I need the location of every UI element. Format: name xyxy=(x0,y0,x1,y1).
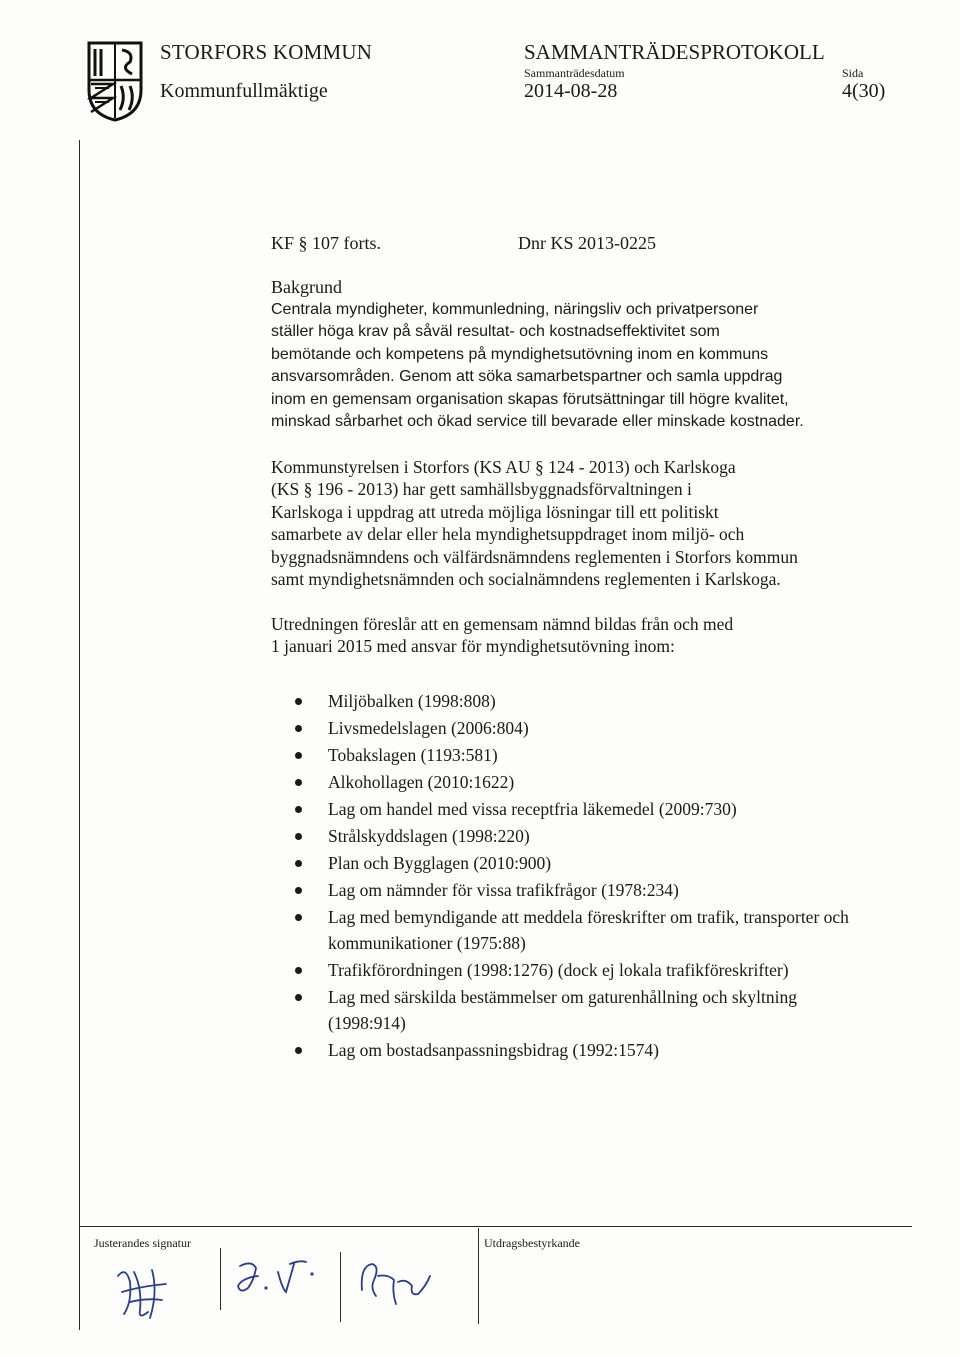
law-list-item: Livsmedelslagen (2006:804) xyxy=(271,715,921,741)
page-number-label: Sida xyxy=(842,66,864,80)
law-list-item: Miljöbalken (1998:808) xyxy=(271,688,921,714)
organization-name: STORFORS KOMMUN xyxy=(160,40,373,64)
extract-certification-label: Utdragsbestyrkande xyxy=(484,1236,580,1250)
section-heading: Bakgrund xyxy=(271,277,342,297)
paragraph-line: samarbete av delar eller hela myndighetsuppdraget inom miljö- och xyxy=(271,524,745,544)
document-body xyxy=(271,232,921,1064)
footer-divider xyxy=(478,1228,479,1324)
assignment-paragraph xyxy=(271,456,921,591)
bullet-icon xyxy=(295,833,302,840)
bullet-icon xyxy=(295,1047,302,1054)
law-list-item: Tobakslagen (1193:581) xyxy=(271,742,921,768)
organization-department: Kommunfullmäktige xyxy=(160,80,328,102)
section-reference-row xyxy=(271,232,921,258)
margin-rule xyxy=(79,140,80,1330)
background-paragraph xyxy=(271,299,921,434)
proposal-paragraph xyxy=(271,613,921,658)
footer-rule xyxy=(80,1226,912,1227)
paragraph-line: minskad sårbarhet och ökad service till bevarade eller minskade kostnader. xyxy=(271,413,804,430)
law-list xyxy=(271,688,921,1063)
bullet-icon xyxy=(295,698,302,705)
page-number-value: 4(30) xyxy=(842,80,886,102)
paragraph-line: samt myndighetsnämnden och socialnämndens reglementen i Karlskoga. xyxy=(271,569,781,589)
section-reference: KF § 107 forts. xyxy=(271,233,382,253)
law-list-item: Lag om nämnder för vissa trafikfrågor (1978:234) xyxy=(271,877,921,903)
paragraph-line: Utredningen föreslår att en gemensam nämnd bildas från och med xyxy=(271,613,734,634)
paragraph-line: bemötande och kompetens på myndighetsutövning inom en kommuns xyxy=(271,345,769,363)
law-list-item: Lag om bostadsanpassningsbidrag (1992:1574) xyxy=(271,1037,921,1063)
law-list-item: Alkohollagen (2010:1622) xyxy=(271,769,921,795)
law-list-item: Lag om handel med vissa receptfria läkemedel (2009:730) xyxy=(271,796,921,822)
paragraph-line: inom en gemensam organisation skapas förutsättningar till högre kvalitet, xyxy=(271,390,789,408)
paragraph-line: Kommunstyrelsen i Storfors (KS AU § 124 - 2013) och Karlskoga xyxy=(271,456,736,477)
paragraph-line: Karlskoga i uppdrag att utreda möjliga lösningar till ett politiskt xyxy=(271,501,719,522)
meeting-date-label: Sammanträdesdatum xyxy=(524,66,625,80)
bullet-icon xyxy=(295,860,302,867)
bullet-icon xyxy=(295,779,302,786)
paragraph-line: ansvarsområden. Genom att söka samarbetspartner och samla uppdrag xyxy=(271,368,783,385)
signature-label: Justerandes signatur xyxy=(94,1236,191,1250)
law-list-item: Plan och Bygglagen (2010:900) xyxy=(271,850,921,876)
bullet-icon xyxy=(295,752,302,759)
paragraph-line: (KS § 196 - 2013) har gett samhällsbyggnadsförvaltningen i xyxy=(271,479,692,499)
law-list-item: Trafikförordningen (1998:1276) (dock ej lokala trafikföreskrifter) xyxy=(271,957,921,983)
handwritten-initials-icon xyxy=(232,1254,326,1302)
bullet-icon xyxy=(295,994,302,1001)
paragraph-line: byggnadsnämndens och välfärdsnämndens reglementen i Storfors kommun xyxy=(271,546,798,567)
handwritten-signature-icon xyxy=(112,1262,172,1324)
handwritten-signature-icon xyxy=(354,1256,440,1312)
bullet-icon xyxy=(295,725,302,732)
law-list-item: Lag med bemyndigande att meddela föreskrifter om trafik, transporter och kommunikationer (1975:88) xyxy=(271,904,921,956)
paragraph-line: ställer höga krav på såväl resultat- och kostnadseffektivitet som xyxy=(271,323,720,340)
paragraph-line: Centrala myndigheter, kommunledning, näringsliv och privatpersoner xyxy=(271,300,759,318)
bullet-icon xyxy=(295,887,302,894)
law-list-item: Lag med särskilda bestämmelser om gaturenhållning och skyltning (1998:914) xyxy=(271,984,921,1036)
meeting-date-value: 2014-08-28 xyxy=(524,80,618,102)
coat-of-arms-icon xyxy=(86,40,144,122)
document-type: SAMMANTRÄDESPROTOKOLL xyxy=(524,40,825,64)
law-list-item: Strålskyddslagen (1998:220) xyxy=(271,823,921,849)
signature-divider xyxy=(340,1252,341,1322)
bullet-icon xyxy=(295,914,302,921)
bullet-icon xyxy=(295,967,302,974)
signature-divider xyxy=(220,1248,221,1310)
case-number: Dnr KS 2013-0225 xyxy=(518,233,656,253)
paragraph-line: 1 januari 2015 med ansvar för myndighetsutövning inom: xyxy=(271,636,675,656)
bullet-icon xyxy=(295,806,302,813)
